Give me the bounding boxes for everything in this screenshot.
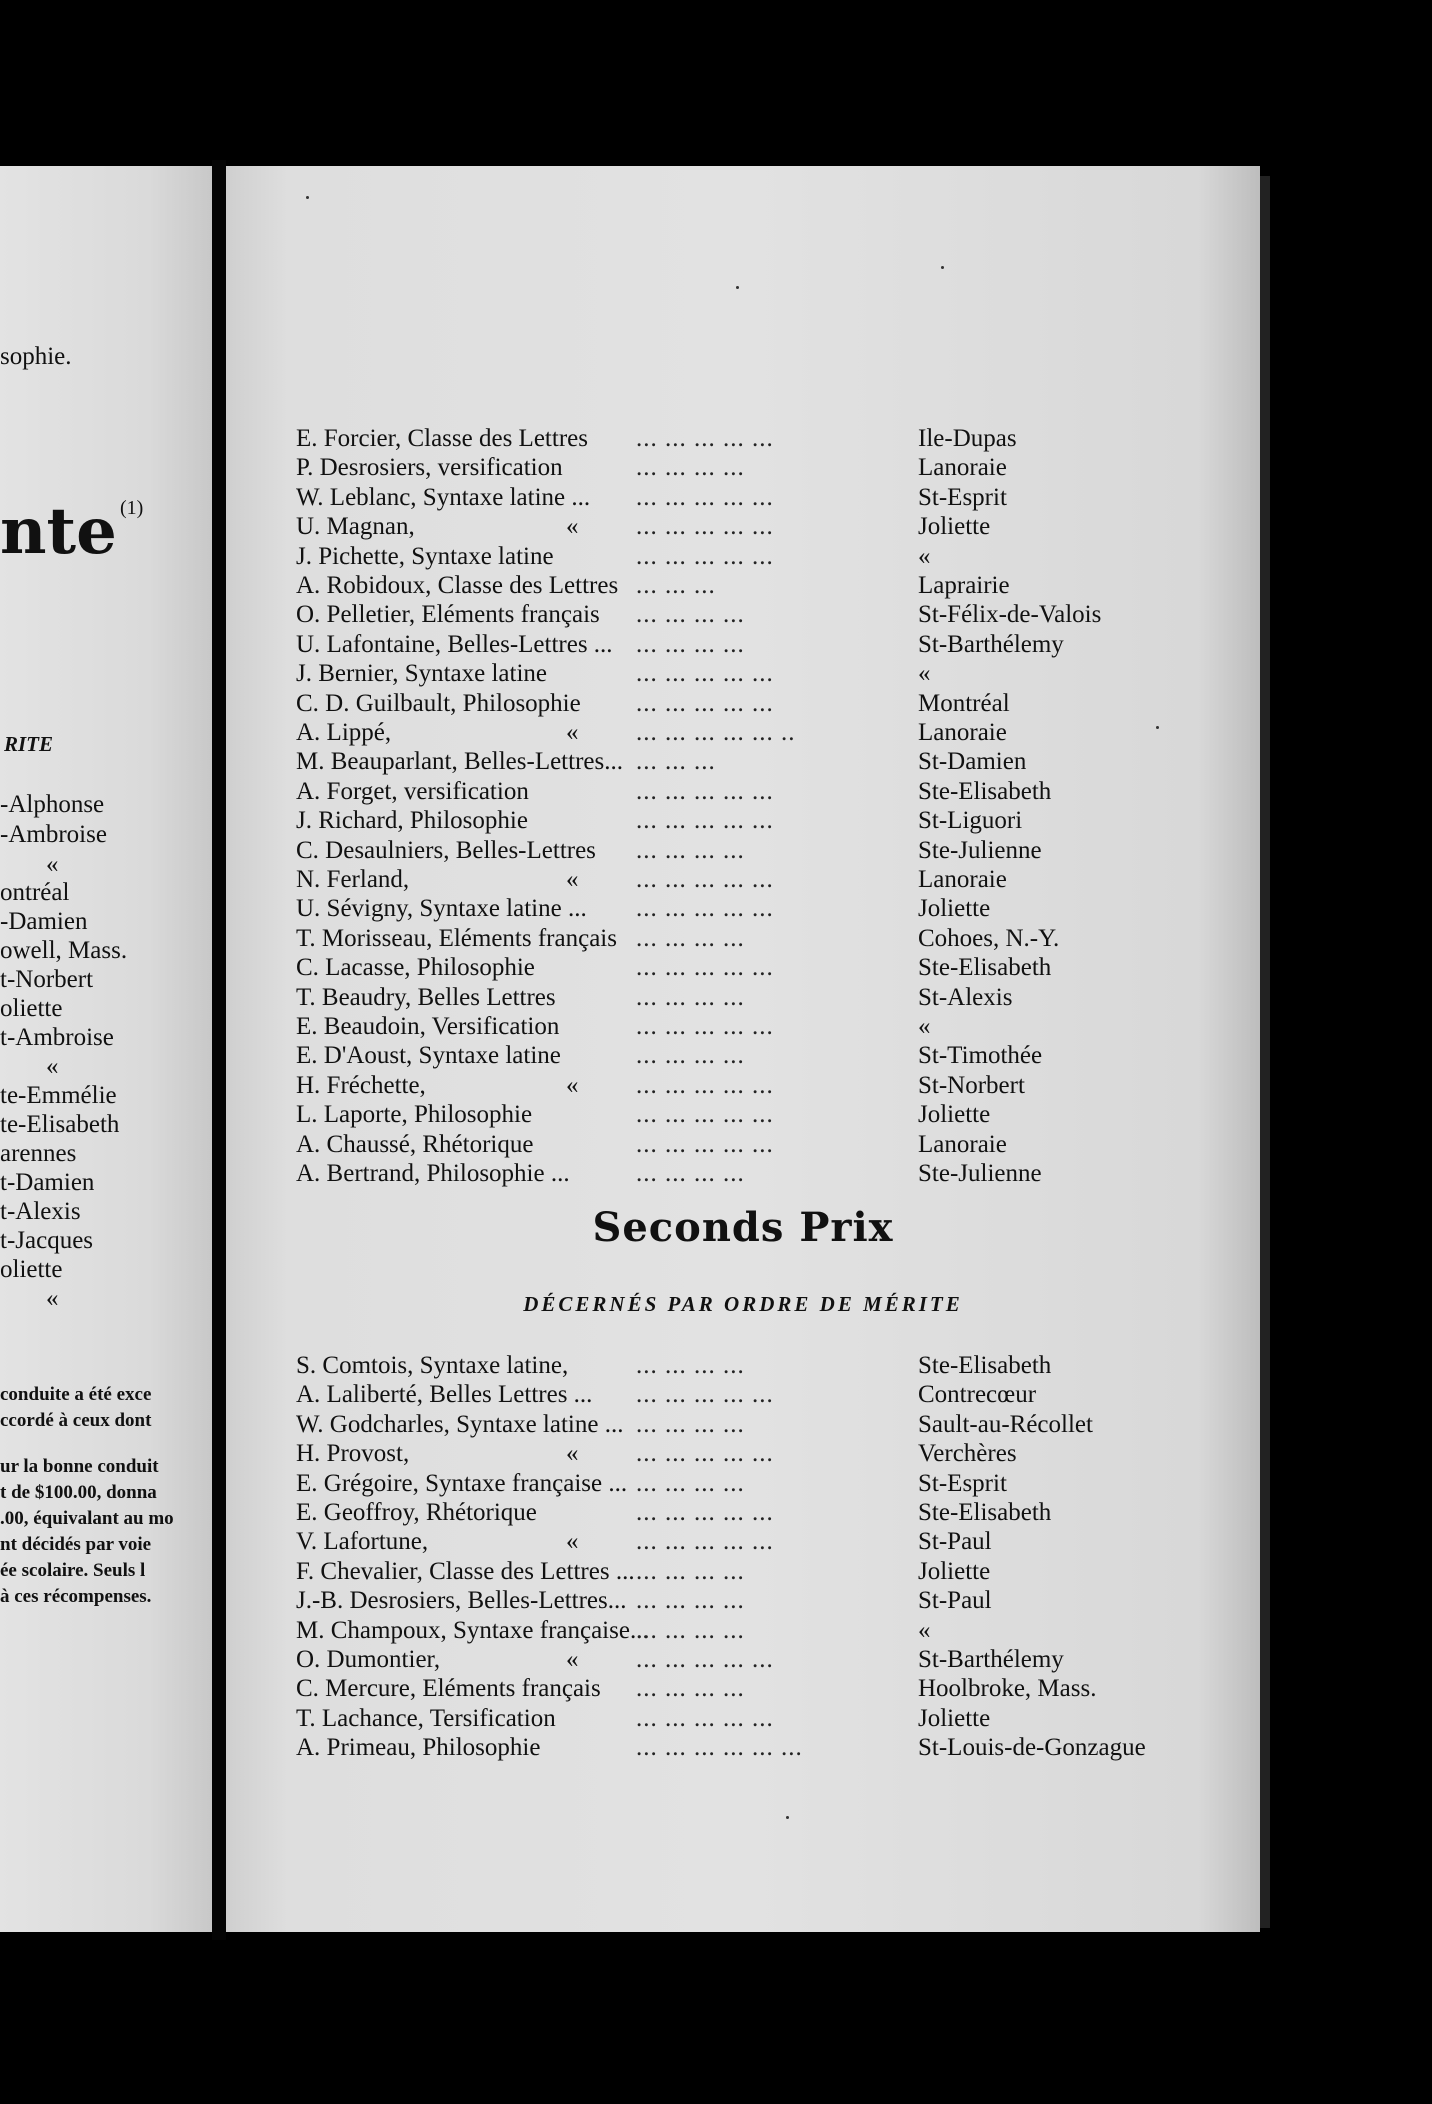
student-name: C. D. Guilbault, Philosophie — [296, 689, 581, 717]
left-page-fragment: .00, équivalant au mo — [0, 1508, 174, 1529]
prize-entry — [296, 512, 1196, 541]
student-name: A. Robidoux, Classe des Lettres — [296, 572, 619, 599]
section-heading: Seconds Prix — [592, 1204, 894, 1251]
left-page-fragment: te-Emmélie — [0, 1082, 117, 1109]
hometown: St-Paul — [918, 1528, 992, 1556]
leader-dots: ... ... ... ... — [636, 983, 745, 1011]
prize-entry — [296, 1674, 1196, 1703]
hometown: Joliette — [918, 895, 991, 923]
left-page-fragment: ccordé à ceux dont — [0, 1410, 152, 1431]
prize-entry — [296, 924, 1196, 953]
hometown: St-Damien — [918, 748, 1027, 776]
leader-dots: ... ... ... ... — [636, 454, 745, 482]
leader-dots: ... ... ... ... — [636, 1410, 745, 1438]
prize-entry — [296, 1704, 1196, 1733]
student-name: S. Comtois, Syntaxe latine, — [296, 1352, 569, 1379]
left-page-fragment: te-Elisabeth — [0, 1111, 120, 1138]
prize-entry — [296, 659, 1196, 688]
hometown: St-Liguori — [918, 807, 1023, 835]
prize-entry — [296, 1557, 1196, 1586]
leader-dots: ... ... ... ... ... — [636, 1528, 774, 1556]
leader-dots: ... ... ... ... ... — [636, 1704, 774, 1732]
leader-dots: ... ... ... ... — [636, 924, 745, 952]
student-name: N. Ferland, — [296, 866, 410, 893]
prize-entry — [296, 718, 1196, 747]
ink-speck — [1156, 726, 1159, 729]
hometown: St-Norbert — [918, 1071, 1025, 1099]
hometown: Ste-Julienne — [918, 1160, 1042, 1187]
student-name: F. Chevalier, Classe des Lettres ... — [296, 1557, 635, 1585]
prize-entry — [296, 453, 1196, 482]
student-name: O. Dumontier, — [296, 1646, 441, 1673]
hometown: Sault-au-Récollet — [918, 1410, 1093, 1438]
ink-speck — [736, 286, 739, 289]
prize-entry — [296, 630, 1196, 659]
prize-entry — [296, 424, 1196, 453]
hometown: Ste-Elisabeth — [918, 1499, 1052, 1526]
ditto-mark: « — [566, 719, 579, 746]
leader-dots: ... ... ... ... — [636, 1557, 745, 1585]
prize-entry — [296, 1616, 1196, 1645]
hometown: Montréal — [918, 689, 1010, 717]
hometown: St-Esprit — [918, 1469, 1007, 1497]
left-page-fragment: à ces récompenses. — [0, 1586, 152, 1607]
student-name: M. Champoux, Syntaxe française... — [296, 1616, 649, 1644]
leader-dots: ... ... ... ... ... .. — [636, 719, 796, 746]
page-edge — [1260, 176, 1270, 1928]
left-page-fragment: « — [46, 1053, 59, 1080]
leader-dots: ... ... ... ... ... — [636, 513, 774, 541]
prize-entry — [296, 953, 1196, 982]
left-page-fragment: oliette — [0, 1256, 63, 1283]
prize-entry — [296, 1100, 1196, 1129]
hometown: Joliette — [918, 1557, 991, 1585]
prize-entry — [296, 1498, 1196, 1527]
student-name: J. Pichette, Syntaxe latine — [296, 542, 554, 570]
student-name: A. Laliberté, Belles Lettres ... — [296, 1381, 593, 1409]
hometown: St-Alexis — [918, 983, 1013, 1011]
hometown: Ste-Elisabeth — [918, 777, 1052, 805]
student-name: J. Richard, Philosophie — [296, 807, 528, 835]
leader-dots: ... ... ... ... ... — [636, 1013, 774, 1040]
hometown: St-Barthélemy — [918, 1646, 1064, 1673]
hometown: Laprairie — [918, 572, 1010, 599]
leader-dots: ... ... ... ... — [636, 1160, 745, 1187]
student-name: C. Lacasse, Philosophie — [296, 954, 535, 982]
student-name: V. Lafortune, — [296, 1528, 429, 1556]
left-page-fragment: conduite a été exce — [0, 1384, 152, 1405]
student-name: U. Magnan, — [296, 513, 415, 541]
left-page-fragment: t-Jacques — [0, 1227, 94, 1254]
hometown: St-Esprit — [918, 483, 1007, 511]
hometown: Joliette — [918, 513, 991, 541]
hometown: Lanoraie — [918, 866, 1007, 893]
left-page-fragment: « — [46, 851, 59, 878]
student-name: U. Sévigny, Syntaxe latine ... — [296, 895, 587, 923]
ditto-mark: « — [566, 1071, 579, 1099]
leader-dots: ... ... ... ... — [636, 1352, 745, 1379]
student-name: W. Leblanc, Syntaxe latine ... — [296, 483, 591, 511]
prize-entry — [296, 983, 1196, 1012]
hometown: St-Timothée — [918, 1042, 1043, 1070]
prize-entry — [296, 1351, 1196, 1380]
leader-dots: ... ... ... ... — [636, 1616, 745, 1644]
student-name: P. Desrosiers, versification — [296, 454, 563, 482]
hometown: Contrecœur — [918, 1381, 1037, 1409]
leader-dots: ... ... ... ... ... — [636, 1440, 774, 1468]
leader-dots: ... ... ... ... ... — [636, 895, 774, 923]
student-name: E. Geoffroy, Rhétorique — [296, 1499, 537, 1526]
student-name: E. Beaudoin, Versification — [296, 1013, 560, 1040]
prize-entry — [296, 571, 1196, 600]
leader-dots: ... ... ... ... — [636, 1042, 745, 1070]
left-page-fragment: ontréal — [0, 879, 70, 906]
prize-entry — [296, 1380, 1196, 1409]
hometown: Lanoraie — [918, 1130, 1007, 1158]
left-page-fragment: nte — [0, 494, 117, 569]
hometown: Lanoraie — [918, 454, 1007, 482]
ditto-mark: « — [566, 513, 579, 541]
leader-dots: ... ... ... ... ... — [636, 425, 774, 452]
ditto-mark: « — [566, 1646, 579, 1673]
student-name: L. Laporte, Philosophie — [296, 1101, 533, 1129]
hometown: St-Louis-de-Gonzague — [918, 1734, 1146, 1762]
hometown: Ile-Dupas — [918, 425, 1017, 452]
prize-entry — [296, 1733, 1196, 1762]
leader-dots: ... ... ... ... ... — [636, 807, 774, 835]
leader-dots: ... ... ... ... — [636, 836, 745, 864]
student-name: A. Chaussé, Rhétorique — [296, 1130, 534, 1158]
student-name: O. Pelletier, Eléments français — [296, 601, 600, 629]
leader-dots: ... ... ... ... ... ... — [636, 1734, 803, 1762]
student-name: C. Desaulniers, Belles-Lettres — [296, 836, 596, 864]
hometown: Cohoes, N.-Y. — [918, 924, 1060, 952]
leader-dots: ... ... ... ... ... — [636, 1381, 774, 1409]
left-page-fragment: « — [46, 1285, 59, 1312]
left-page-fragment: RITE — [4, 732, 54, 756]
leader-dots: ... ... ... ... — [636, 1675, 745, 1703]
left-page-fragment: sophie. — [0, 343, 72, 370]
hometown: Ste-Julienne — [918, 836, 1042, 864]
left-page-fragment: ur la bonne conduit — [0, 1456, 159, 1477]
leader-dots: ... ... ... ... ... — [636, 1130, 774, 1158]
leader-dots: ... ... ... ... ... — [636, 1071, 774, 1099]
leader-dots: ... ... ... — [636, 748, 716, 776]
student-name: H. Fréchette, — [296, 1071, 426, 1099]
prize-entry — [296, 1527, 1196, 1556]
left-page-fragment: t-Damien — [0, 1169, 95, 1196]
left-page-fragment: owell, Mass. — [0, 937, 128, 964]
student-name: E. D'Aoust, Syntaxe latine — [296, 1042, 561, 1070]
hometown: « — [918, 542, 931, 570]
ditto-mark: « — [566, 866, 579, 893]
prize-entry — [296, 1586, 1196, 1615]
student-name: J. Bernier, Syntaxe latine — [296, 660, 548, 688]
ditto-mark: « — [566, 1528, 579, 1556]
hometown: « — [918, 1616, 931, 1644]
leader-dots: ... ... ... ... ... — [636, 689, 774, 717]
left-page-fragment: t-Norbert — [0, 966, 94, 993]
leader-dots: ... ... ... ... ... — [636, 1646, 774, 1673]
hometown: Joliette — [918, 1101, 991, 1129]
ink-speck — [306, 196, 309, 199]
prize-entry — [296, 836, 1196, 865]
leader-dots: ... ... ... ... ... — [636, 483, 774, 511]
prize-entry — [296, 1071, 1196, 1100]
left-page — [0, 166, 212, 1932]
student-name: T. Beaudry, Belles Lettres — [296, 983, 556, 1011]
prize-entry — [296, 689, 1196, 718]
left-page-fragment: -Damien — [0, 908, 88, 935]
leader-dots: ... ... ... ... ... — [636, 866, 774, 893]
student-name: J.-B. Desrosiers, Belles-Lettres... — [296, 1587, 627, 1615]
hometown: « — [918, 660, 931, 688]
prize-entry — [296, 1041, 1196, 1070]
student-name: E. Forcier, Classe des Lettres — [296, 425, 588, 452]
student-name: U. Lafontaine, Belles-Lettres ... — [296, 630, 613, 658]
leader-dots: ... ... ... ... ... — [636, 1101, 774, 1129]
leader-dots: ... ... ... ... ... — [636, 660, 774, 688]
student-name: A. Lippé, — [296, 719, 392, 746]
ditto-mark: « — [566, 1440, 579, 1468]
left-page-fragment: arennes — [0, 1140, 77, 1167]
prize-entry — [296, 865, 1196, 894]
hometown: Joliette — [918, 1704, 991, 1732]
prize-entry — [296, 894, 1196, 923]
prize-entry — [296, 542, 1196, 571]
prize-entry — [296, 806, 1196, 835]
left-page-fragment: (1) — [120, 497, 144, 519]
prize-entry — [296, 747, 1196, 776]
leader-dots: ... ... ... ... — [636, 630, 745, 658]
student-name: A. Forget, versification — [296, 777, 529, 805]
left-page-fragment: t-Ambroise — [0, 1024, 114, 1051]
leader-dots: ... ... ... ... ... — [636, 1499, 774, 1526]
ink-speck — [786, 1816, 789, 1819]
student-name: M. Beauparlant, Belles-Lettres... — [296, 748, 623, 776]
ink-speck — [941, 266, 944, 269]
student-name: H. Provost, — [296, 1440, 410, 1468]
prize-entry — [296, 1159, 1196, 1188]
prize-entry — [296, 1130, 1196, 1159]
prize-entry — [296, 1012, 1196, 1041]
leader-dots: ... ... ... ... — [636, 1587, 745, 1615]
student-name: A. Bertrand, Philosophie ... — [296, 1160, 570, 1187]
prize-entry — [296, 777, 1196, 806]
section-subheading: DÉCERNÉS PAR ORDRE DE MÉRITE — [523, 1292, 963, 1316]
hometown: St-Paul — [918, 1587, 992, 1615]
left-page-fragment: t-Alexis — [0, 1198, 81, 1225]
leader-dots: ... ... ... ... — [636, 1469, 745, 1497]
hometown: St-Barthélemy — [918, 630, 1064, 658]
prize-entry — [296, 1645, 1196, 1674]
leader-dots: ... ... ... ... ... — [636, 542, 774, 570]
student-name: T. Lachance, Tersification — [296, 1704, 556, 1732]
leader-dots: ... ... ... — [636, 572, 716, 599]
prize-entry — [296, 483, 1196, 512]
prize-entry — [296, 1410, 1196, 1439]
left-page-fragment: ée scolaire. Seuls l — [0, 1560, 146, 1581]
student-name: C. Mercure, Eléments français — [296, 1675, 601, 1703]
hometown: Lanoraie — [918, 719, 1007, 746]
hometown: Verchères — [918, 1440, 1017, 1468]
left-page-fragment: -Ambroise — [0, 821, 107, 848]
leader-dots: ... ... ... ... ... — [636, 777, 774, 805]
leader-dots: ... ... ... ... ... — [636, 954, 774, 982]
student-name: A. Primeau, Philosophie — [296, 1734, 541, 1762]
prize-entry — [296, 1469, 1196, 1498]
left-page-fragment: oliette — [0, 995, 63, 1022]
prize-entry — [296, 1439, 1196, 1468]
hometown: Ste-Elisabeth — [918, 954, 1052, 982]
hometown: « — [918, 1013, 931, 1040]
leader-dots: ... ... ... ... — [636, 601, 745, 629]
hometown: St-Félix-de-Valois — [918, 601, 1102, 629]
hometown: Hoolbroke, Mass. — [918, 1675, 1097, 1703]
prize-entry — [296, 600, 1196, 629]
left-page-fragment: t de $100.00, donna — [0, 1482, 157, 1503]
hometown: Ste-Elisabeth — [918, 1352, 1052, 1379]
right-page — [226, 166, 1260, 1932]
left-page-fragment: -Alphonse — [0, 791, 105, 818]
left-page-fragment: nt décidés par voie — [0, 1534, 152, 1555]
student-name: E. Grégoire, Syntaxe française ... — [296, 1469, 628, 1497]
student-name: T. Morisseau, Eléments français — [296, 924, 617, 952]
student-name: W. Godcharles, Syntaxe latine ... — [296, 1410, 624, 1438]
page-gutter — [212, 160, 226, 1940]
